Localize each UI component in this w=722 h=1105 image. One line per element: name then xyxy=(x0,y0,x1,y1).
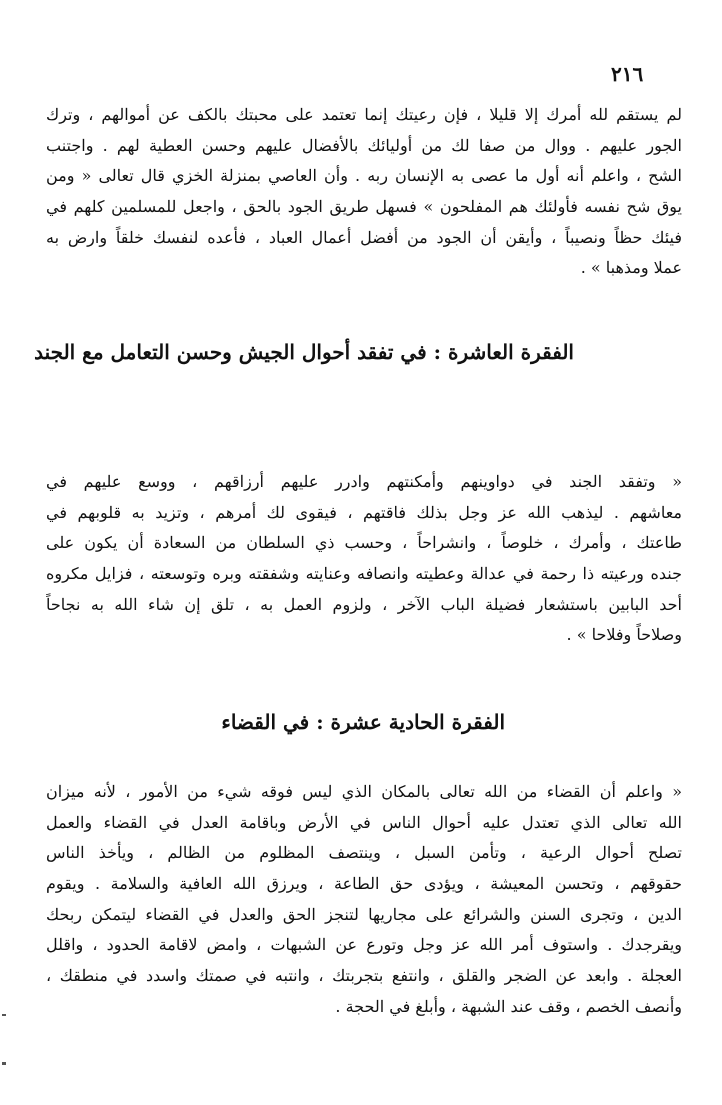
paragraph-2 xyxy=(46,467,682,651)
paragraph-line: تصلح أحوال الرعية ، وتأمن السبل ، وينتصف المظلوم من الظالم ، ويأخذ الناس xyxy=(46,843,682,863)
paragraph-line: ويقرجدك . واستوف أمر الله عز وجل وتورع عن الشبهات ، وامض لاقامة الحدود ، واقلل xyxy=(46,935,682,955)
paragraph-line: لم يستقم لله أمرك إلا قليلا ، فإن رعيتك إنما تعتمد على محبتك بالكف عن أموالهم ، وترك xyxy=(46,105,682,124)
paragraph-3 xyxy=(46,777,682,1023)
paragraph-line: الجور عليهم . ووال من صفا لك من أوليائك بالأفضال عليهم وحسن العطية لهم . واجتنب xyxy=(46,135,682,155)
paragraph-line: وصلاحاً وفلاحا » . xyxy=(566,625,682,645)
scan-edge-mark xyxy=(2,1014,6,1016)
paragraph-line: أحد البابين باستشعار فضيلة الباب الآخر ، ولزوم العمل به ، تلق إن شاء الله به نجاحاً xyxy=(46,594,682,614)
paragraph-line: « واعلم أن القضاء من الله تعالى بالمكان الذي ليس فوقه شيء من الأمور ، لأنه ميزان xyxy=(46,782,682,801)
section-heading-11: الفقرة الحادية عشرة : في القضاء xyxy=(221,710,505,734)
paragraph-line: فيئك حظاً ونصيباً ، وأيقن أن الجود من أفضل أعمال العباد ، فأعده لنفسك خلقاً وارض به xyxy=(46,227,682,247)
paragraph-line: معاشهم . ليذهب الله عز وجل بذلك فاقتهم ، فيقوى لك أمرهم ، وتزيد به قلوبهم في xyxy=(46,502,682,522)
paragraph-line: طاعتك ، وأمرك ، خلوصاً ، وانشراحاً ، وحسب ذي السلطان من السعادة أن يكون على xyxy=(46,533,682,553)
paragraph-line: الشح ، واعلم أنه أول ما عصى به الإنسان ربه . وأن العاصي بمنزلة الخزي قال تعالى « ومن xyxy=(46,166,682,186)
paragraph-line: حقوقهم ، وتحسن المعيشة ، ويؤدى حق الطاعة ، ويرزق الله العافية والسلامة . ويقوم xyxy=(46,874,682,894)
paragraph-line: عملا ومذهبا » . xyxy=(580,258,682,278)
paragraph-line: « وتفقد الجند في دواوينهم وأمكنتهم وادرر عليهم أرزاقهم ، ووسع عليهم في xyxy=(46,472,682,491)
paragraph-line: يوق شح نفسه فأولئك هم المفلحون » فسهل طريق الجود بالحق ، واجعل للمسلمين كلهم في xyxy=(46,197,682,217)
scan-edge-mark xyxy=(2,1062,6,1065)
page-number: ٢١٦ xyxy=(611,62,644,86)
section-heading-10: الفقرة العاشرة : في تفقد أحوال الجيش وحسن التعامل مع الجند xyxy=(34,340,574,364)
paragraph-line: وأنصف الخصم ، وقف عند الشبهة ، وأبلغ في الحجة . xyxy=(335,996,682,1016)
paragraph-line: الله تعالى الذي تعتدل عليه أحوال الناس في الأرض وباقامة العدل في القضاء والعمل xyxy=(46,812,682,832)
paragraph-line: العجلة . وابعد عن الضجر والقلق ، وانتفع بتجربتك ، وانتبه في صمتك واسدد في منطقك ، xyxy=(46,966,682,986)
paragraph-line: جنده ورعيته ذا رحمة في عدالة وعطيته وانصافه وعنايته وشفقته وبره وتوسعته ، فزايل مكروه xyxy=(46,564,682,584)
paragraph-1 xyxy=(46,100,682,284)
paragraph-line: الدين ، وتجرى السنن والشرائع على مجاريها لتنجز الحق والعدل في القضاء ليتمكن ربحك xyxy=(46,904,682,924)
